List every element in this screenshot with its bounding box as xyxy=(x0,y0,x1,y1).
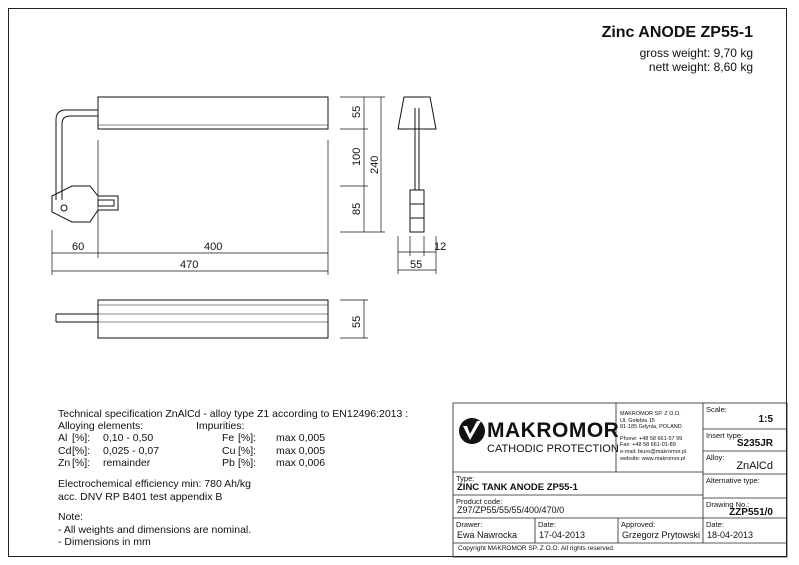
drawing-no-label: Drawing No.: xyxy=(706,500,750,509)
impurity-unit: [%]: xyxy=(238,444,257,457)
alloy-val: remainder xyxy=(103,456,151,469)
type-label: Type: xyxy=(456,474,475,483)
company-line: Phone: +48 58 661-57 99 xyxy=(620,435,683,442)
top-steel-insert xyxy=(56,314,98,322)
dim-100: 100 xyxy=(351,147,363,166)
dim-12: 12 xyxy=(434,241,447,253)
date2-cell xyxy=(703,518,787,543)
company-line: Ul. Gołębia 15 xyxy=(620,417,655,424)
logo-name: MAKROMOR xyxy=(487,419,620,442)
alloy-unit: [%]: xyxy=(72,432,91,445)
side-view xyxy=(398,97,436,232)
drawer-cell xyxy=(453,518,535,543)
makromor-logo-icon xyxy=(459,418,485,444)
dim-55-side: 55 xyxy=(410,259,423,271)
dim-240: 240 xyxy=(369,155,381,174)
drawing-no-cell xyxy=(703,498,787,518)
approved-cell xyxy=(618,518,703,543)
drawing-no-value: ZZP551/0 xyxy=(729,507,773,518)
alloy-val: 0,025 - 0,07 xyxy=(103,444,160,457)
impurities-label: Impurities: xyxy=(196,420,245,433)
company-line: website: www.makromor.pl xyxy=(620,455,686,462)
top-view xyxy=(56,300,328,338)
mounting-clamp xyxy=(52,186,118,222)
note-label: Note: xyxy=(58,511,84,523)
alternative-label: Alternative type: xyxy=(706,476,760,485)
gross-weight: gross weight: 9,70 kg xyxy=(639,46,753,60)
insert-cell xyxy=(703,429,787,451)
product-code-cell xyxy=(453,495,703,518)
dim-55-bottom: 55 xyxy=(351,315,363,328)
insert-label: Insert type: xyxy=(706,431,744,440)
impurity-val: max 0,005 xyxy=(276,444,326,457)
impurity-unit: [%]: xyxy=(238,432,257,445)
company-line: 81-185 Gdynia, POLAND xyxy=(620,424,682,431)
efficiency-line-1: Electrochemical efficiency min: 780 Ah/kg xyxy=(58,478,251,490)
front-view xyxy=(52,97,328,222)
anode-body xyxy=(98,97,328,129)
drawer-value: Ewa Nawrocka xyxy=(457,530,518,540)
company-line: MAKROMOR SP. Z O.O. xyxy=(620,411,681,417)
note-2: - Dimensions in mm xyxy=(58,536,151,548)
dim-55-top: 55 xyxy=(351,105,363,118)
alloy-label: Alloy: xyxy=(706,453,725,462)
efficiency-line-2: acc. DNV RP B401 test appendix B xyxy=(58,490,223,503)
nett-weight: nett weight: 8,60 kg xyxy=(648,60,753,74)
date1-cell xyxy=(535,518,618,543)
notes xyxy=(58,511,251,549)
top-anode-body xyxy=(98,300,328,338)
type-cell xyxy=(453,472,703,495)
date2-value: 18-04-2013 xyxy=(707,530,754,540)
alloying-label: Alloying elements: xyxy=(58,420,144,433)
company-line: Fax: +48 58 661-01-89 xyxy=(620,442,676,449)
alloy-value: ZnAlCd xyxy=(736,460,773,472)
efficiency-info xyxy=(58,478,251,503)
dim-470: 470 xyxy=(180,259,199,271)
side-anode-profile xyxy=(398,97,436,129)
note-1: - All weights and dimensions are nominal. xyxy=(58,523,252,536)
alternative-cell xyxy=(703,474,787,498)
impurity-val: max 0,005 xyxy=(276,432,326,445)
type-value: ZINC TANK ANODE ZP55-1 xyxy=(457,482,578,493)
impurity-unit: [%]: xyxy=(238,456,257,469)
company-info xyxy=(620,411,686,462)
dim-400: 400 xyxy=(204,241,223,253)
approved-value: Grzegorz Prytowski xyxy=(622,530,701,540)
alloy-val: 0,10 - 0,50 xyxy=(103,432,154,445)
alloy-el: Cd xyxy=(58,444,72,457)
impurity-el: Fe xyxy=(222,432,235,445)
impurity-el: Cu xyxy=(222,444,236,457)
date1-label: Date: xyxy=(538,520,556,529)
product-code-label: Product code: xyxy=(456,497,503,506)
scale-value: 1:5 xyxy=(758,414,773,425)
impurity-val: max 0,006 xyxy=(276,456,326,469)
scale-label: Scale: xyxy=(706,405,727,414)
scale-cell xyxy=(703,403,787,429)
copyright: Copyright MAKROMOR SP. Z O.O. All rights reserved. xyxy=(458,545,615,552)
company-line: e-mail: biuro@makromor.pl xyxy=(620,448,687,455)
insert-value: S235JR xyxy=(736,438,773,449)
alloy-el: Al xyxy=(58,432,68,445)
alloy-cell xyxy=(703,451,787,474)
logo-subtitle: CATHODIC PROTECTION xyxy=(487,443,619,455)
alloy-el: Zn xyxy=(58,456,71,469)
dim-85: 85 xyxy=(351,202,363,215)
impurity-el: Pb xyxy=(222,456,235,469)
side-clamp xyxy=(410,190,424,232)
spec-heading: Technical specification ZnAlCd - alloy type Z1 according to EN12496:2013 : xyxy=(58,408,409,420)
dim-60: 60 xyxy=(72,241,85,253)
product-code-value: Z97/ZP55/55/55/400/470/0 xyxy=(457,505,565,515)
alloy-unit: [%]: xyxy=(72,444,91,457)
approved-label: Approved: xyxy=(621,520,656,529)
date1-value: 17-04-2013 xyxy=(539,530,586,540)
drawer-label: Drawer: xyxy=(456,520,483,529)
date2-label: Date: xyxy=(706,520,724,529)
alloy-unit: [%]: xyxy=(72,456,91,469)
drawing-title: Zinc ANODE ZP55-1 xyxy=(601,24,753,41)
